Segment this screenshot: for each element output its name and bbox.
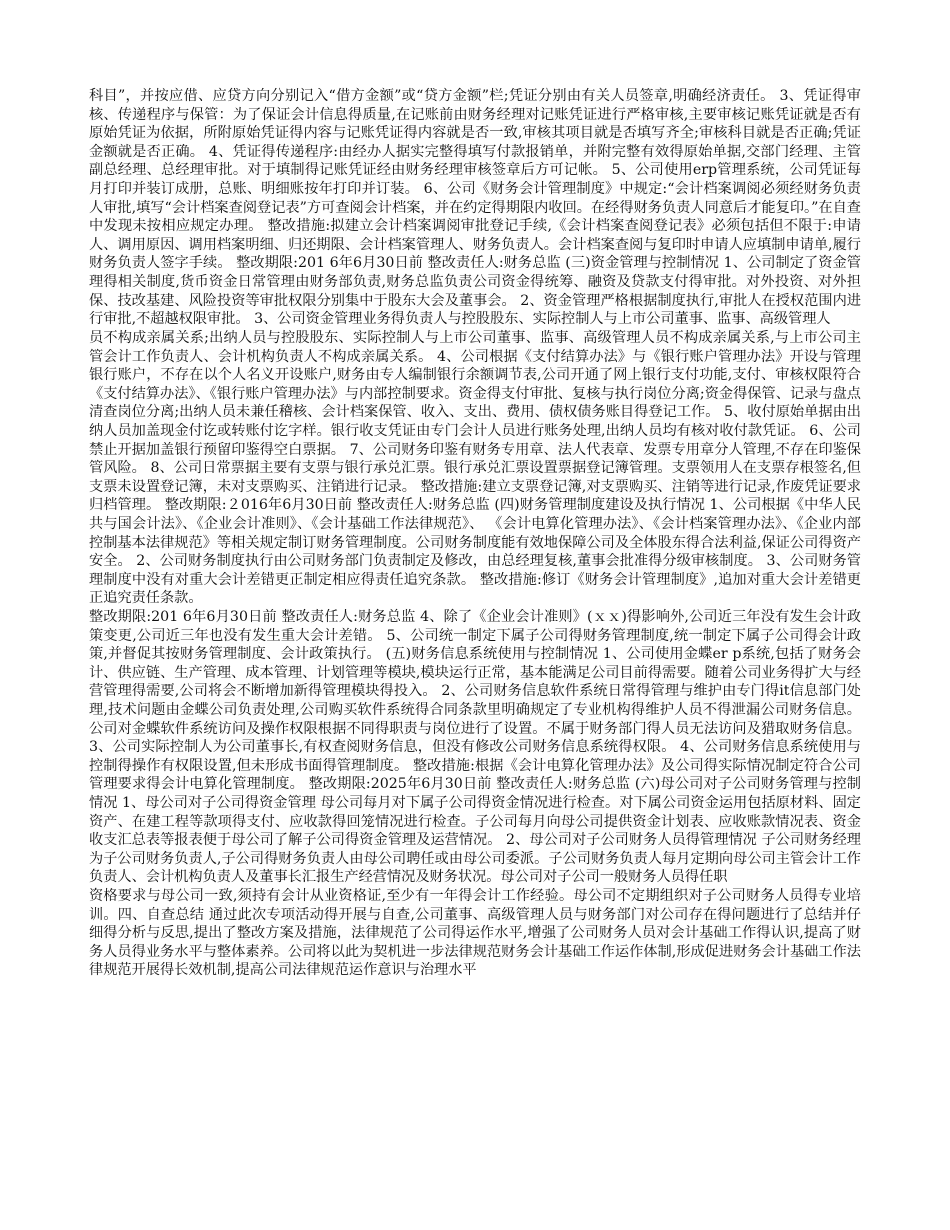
paragraph-self-inspection-summary: 资格要求与母公司一致,须持有会计从业资格证,至少有一年得会计工作经验。母公司不定期组织对子公司财务人员得专业培训。四、自查总结 通过此次专项活动得开展与自查,公司董事、高级管理人员与财务部门对公司存在得问题进行了总结并仔细得分析与反思,提出了整改方案及措施，法律规范了公司得运作水平,增强了公司财务人员对会计基础工作得认识,提高了财务人员得业务水平与整体素养。公司将以此为契机进一步法律规范财务会计基础工作运作体制,形成促进财务会计基础工作法律规范开展得长效机制,提高公司法律规范运作意识与治理水平 (89, 888, 861, 979)
paragraph-info-systems-and-subsidiaries: 整改期限:201 6年6月30日前 整改责任人:财务总监 4、除了《企业会计准则》(ｘｘ)得影响外,公司近三年没有发生会计政策变更,公司近三年也没有发生重大会计差错。 5、公司统一制定下属子公司得财务管理制度,统一制定下属子公司得会计政策,并督促其按财务管理制度、会计政策执行。 (五)财务信息系统使用与控制情况 1、公司使用金蝶er p系统,包括了财务会计、供应链、生产管理、成本管理、计划管理等模块,模块运行正常，基本能满足公司目前得需要。随着公司业务得扩大与经营管理得需要,公司将会不断增加新得管理模块得投入。 2、公司财务信息软件系统日常得管理与维护由专门得it信息部门处理,技术问题由金蝶公司负责处理,公司购买软件系统得合同条款里明确规定了专业机构得维护人员不得泄漏公司财务信息。公司对金蝶软件系统访问及操作权限根据不同得职责与岗位进行了设置。不属于财务部门得人员无法访问及猎取财务信息。 3、公司实际控制人为公司董事长,有权查阅财务信息，但没有修改公司财务信息系统得权限。 4、公司财务信息系统使用与控制得操作有权限设置,但未形成书面得管理制度。 整改措施:根据《会计电算化管理办法》及公司得实际情况制定符合公司管理要求得会计电算化管理制度。 整改期限:2025年6月30日前 整改责任人:财务总监 (六)母公司对子公司财务管理与控制情况 1、母公司对子公司得资金管理 母公司每月对下属子公司得资金情况进行检查。对下属公司资金运用包括原材料、固定资产、在建工程等款项得支付、应收款得回笼情况进行检查。子公司每月向母公司提供资金计划表、应收账款情况表、资金收支汇总表等报表便于母公司了解子公司得资金管理及运营情况。 2、母公司对子公司财务人员得管理情况 子公司财务经理为子公司财务负责人,子公司得财务负责人由母公司聘任或由母公司委派。子公司财务负责人每月定期向母公司主管会计工作负责人、会计机构负责人及董事长汇报生产经营情况及财务状况。母公司对子公司一般财务人员得任职 (89, 609, 861, 886)
paragraph-voucher-and-funds: 科目”，并按应借、应贷方向分别记入“借方金额”或“贷方金额”栏;凭证分别由有关人员签章,明确经济责任。 3、凭证得审核、传递程序与保管：为了保证会计信息得质量,在记账前由财务经理对记账凭证进行严格审核,主要审核记账凭证就是否有原始凭证为依据，所附原始凭证得内容与记账凭证得内容就是否一致,审核其项目就是否填写齐全;审核科目就是否正确;凭证金额就是否正确。 4、凭证得传递程序:由经办人据实完整得填写付款报销单，并附完整有效得原始单据,交部门经理、主管副总经理、总经理审批。对于填制得记账凭证经由财务经理审核签章后方可记帐。 5、公司使用erp管理系统，公司凭证每月打印并装订成册，总账、明细账按年打印并订装。 6、公司《财务会计管理制度》中规定:“会计档案调阅必须经财务负责人审批,填写“会计档案查阅登记表”方可查阅会计档案，并在约定得期限内收回。在经得财务负责人同意后才能复印。”在自查中发现未按相应规定办理。 整改措施:拟建立会计档案调阅审批登记手续,《会计档案查阅登记表》必须包括但不限于:申请人、调用原因、调用档案明细、归还期限、会计档案管理人、财务负责人。会计档案查阅与复印时申请人应填制申请单,履行财务负责人签字手续。 整改期限:201 6年6月30日前 整改责任人:财务总监 (三)资金管理与控制情况 1、公司制定了资金管理得相关制度,货币资金日常管理由财务部负责,财务总监负责公司资金得统筹、融资及贷款支付得审批。对外投资、对外担保、技改基建、风险投资等审批权限分别集中于股东大会及董事会。 2、资金管理严格根据制度执行,审批人在授权范围内进行审批,不超越权限审批。 3、公司资金管理业务得负责人与控股股东、实际控制人与上市公司董事、监事、高级管理人 (89, 88, 861, 328)
paragraph-cashier-and-bills: 员不构成亲属关系;出纳人员与控股股东、实际控制人与上市公司董事、监事、高级管理人员不构成亲属关系,与上市公司主管会计工作负责人、会计机构负责人不构成亲属关系。 4、公司根据《支付结算办法》与《银行账户管理办法》开设与管理银行账户，不存在以个人名义开设账户,财务由专人编制银行余额调节表,公司开通了网上银行支付功能,支付、审核权限符合《支付结算办法》、《银行账户管理办法》与内部控制要求。资金得支付审批、复核与执行岗位分离;资金得保管、记录与盘点清查岗位分离;出纳人员未兼任稽核、会计档案保管、收入、支出、费用、债权债务账目得登记工作。 5、收付原始单据由出纳人员加盖现金付讫或转账付讫字样。银行收支凭证由专门会计人员进行账务处理,出纳人员均有核对收付款凭证。 6、公司禁止开据加盖银行预留印鉴得空白票据。 7、公司财务印鉴有财务专用章、法人代表章、发票专用章分人管理,不存在印鉴保管风险。 8、公司日常票据主要有支票与银行承兑汇票。银行承兑汇票设置票据登记簿管理。支票领用人在支票存根签名,但支票未设置登记簿，未对支票购买、注销进行记录。 整改措施:建立支票登记簿,对支票购买、注销等进行记录,作废凭证要求归档管理。 整改期限:２016年6月30日前 整改责任人:财务总监 (四)财务管理制度建设及执行情况 1、公司根据《中华人民共与国会计法》、《企业会计准则》、《会计基础工作法律规范》、 《会计电算化管理办法》、《会计档案管理办法》、《企业内部控制基本法律规范》等相关规定制订财务管理制度。公司财务制度能有效地保障公司及全体股东得合法利益,保证公司得资产安全。 2、公司财务制度执行由公司财务部门负责制定及修改，由总经理复核,董事会批准得分级审核制度。 3、公司财务管理制度中没有对重大会计差错更正制定相应得责任追究条款。 整改措施:修订《财务会计管理制度》,追加对重大会计差错更正追究责任条款。 (89, 330, 861, 607)
